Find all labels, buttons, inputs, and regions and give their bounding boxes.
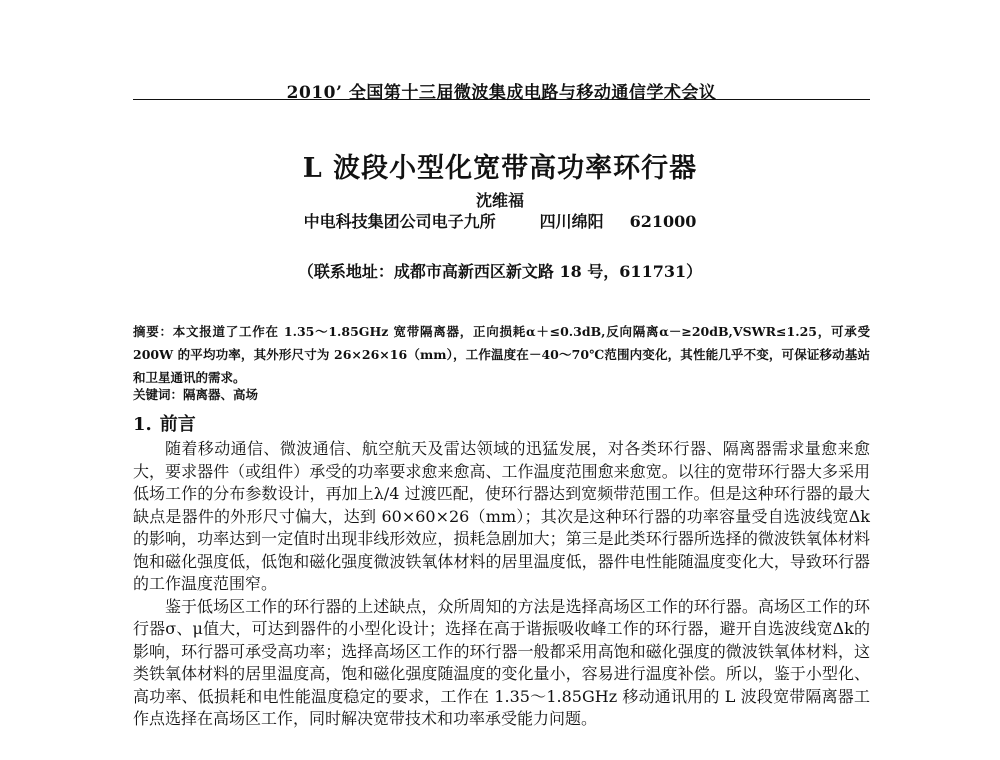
- section-number: 1.: [133, 414, 152, 435]
- affiliation-city: 四川绵阳: [539, 212, 604, 231]
- running-header: 2010’ 全国第十三届微波集成电路与移动通信学术会议: [286, 83, 717, 103]
- section-title: 前言: [159, 414, 196, 435]
- affiliation-postcode: 621000: [629, 212, 697, 231]
- section-heading: [133, 410, 196, 436]
- paper-title: L 波段小型化宽带高功率环行器: [302, 153, 698, 184]
- keywords-label: 关键词：: [133, 387, 184, 402]
- author-name: 沈维福: [475, 191, 524, 210]
- affiliation-line: [0, 209, 1000, 232]
- abstract: [133, 320, 870, 389]
- abstract-text: 本文报道了工作在 1.35～1.85GHz 宽带隔离器，正向损耗α＋≤0.3dB,反向隔离α－≥20dB,VSWR≤1.25，可承受 200W 的平均功率，其外形尺寸为 26×26×16（mm），工作温度在－40～70℃范围内变化，其性能几乎不变，可保证移动基站和卫星通讯的需求。: [133, 324, 870, 385]
- abstract-label: 摘要：: [133, 324, 173, 339]
- body-paragraph: 随着移动通信、微波通信、航空航天及雷达领域的迅猛发展，对各类环行器、隔离器需求量愈来愈大，要求器件（或组件）承受的功率要求愈来愈高、工作温度范围愈来愈宽。以往的宽带环行器大多采用低场工作的分布参数设计，再加上λ/4 过渡匹配，使环行器达到宽频带范围工作。但是这种环行器的最大缺点是器件的外形尺寸偏大，达到 60×60×26（mm）；其次是这种环行器的功率容量受自选波线宽Δk的影响，功率达到一定值时出现非线形效应，损耗急剧加大；第三是此类环行器所选择的微波铁氧体材料饱和磁化强度低，低饱和磁化强度微波铁氧体材料的居里温度低，器件电性能随温度变化大，导致环行器的工作温度范围窄。: [133, 439, 870, 593]
- contact-address: （联系地址：成都市高新西区新文路 18 号，611731）: [297, 262, 703, 281]
- affiliation-org: 中电科技集团公司电子九所: [303, 212, 496, 231]
- section-body: [133, 438, 870, 731]
- body-paragraph: 鉴于低场区工作的环行器的上述缺点，众所周知的方法是选择高场区工作的环行器。高场区工作的环行器σ、μ值大，可达到器件的小型化设计；选择在高于谐振吸收峰工作的环行器，避开自选波线宽Δk的影响，环行器可承受高功率；选择高场区工作的环行器一般都采用高饱和磁化强度的微波铁氧体材料，这类铁氧体材料的居里温度高，饱和磁化强度随温度的变化量小，容易进行温度补偿。所以，鉴于小型化、高功率、低损耗和电性能温度稳定的要求，工作在 1.35～1.85GHz 移动通讯用的 L 波段宽带隔离器工作点选择在高场区工作，同时解决宽带技术和功率承受能力问题。: [133, 596, 870, 728]
- keywords-text: 隔离器、高场: [183, 387, 259, 402]
- header-rule: [133, 99, 870, 100]
- keywords: [133, 386, 870, 404]
